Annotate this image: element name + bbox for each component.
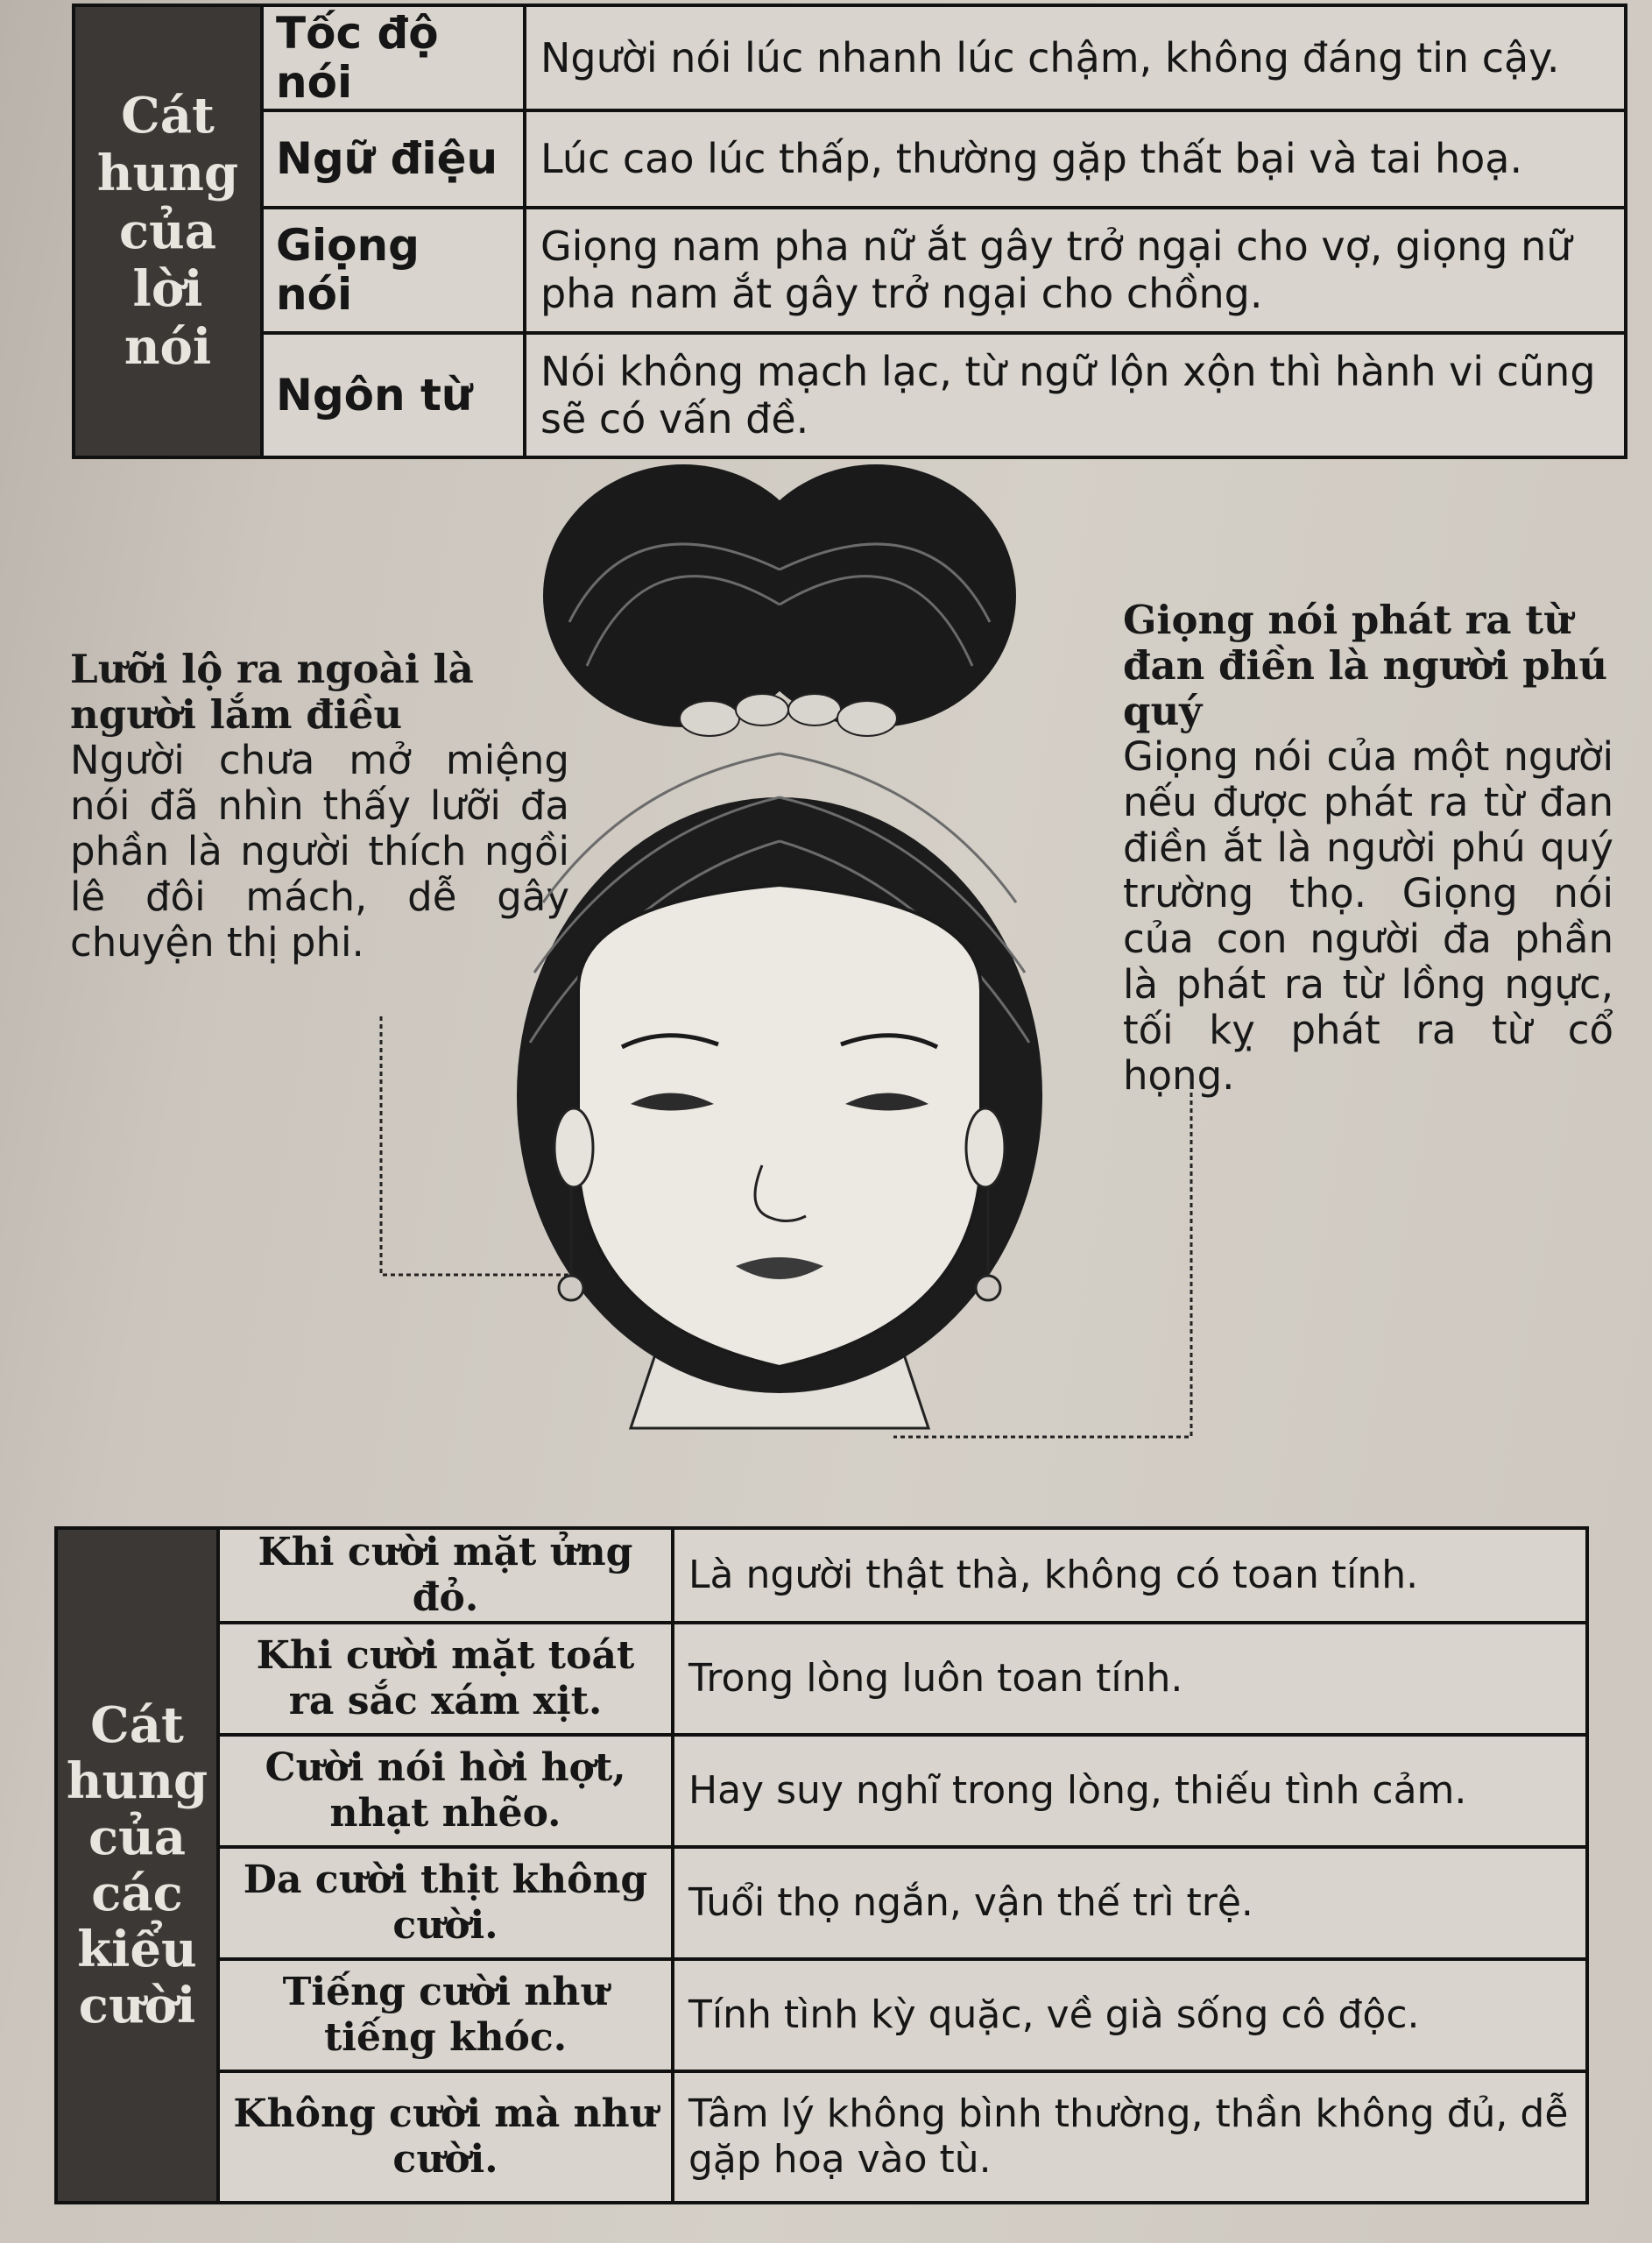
speech-description: Lúc cao lúc thấp, thường gặp thất bại và tai hoạ. (525, 110, 1626, 208)
laugh-table (54, 1526, 1589, 2204)
speech-description: Giọng nam pha nữ ắt gây trở ngại cho vợ, giọng nữ pha nam ắt gây trở ngại cho chồng. (525, 208, 1626, 332)
right-ear (966, 1108, 1005, 1187)
woman-portrait-illustration (368, 464, 1209, 1472)
speech-category: Giọng nói (262, 208, 525, 332)
speech-table-side-label: Cát hung của lời nói (74, 5, 262, 457)
speech-description: Nói không mạch lạc, từ ngữ lộn xộn thì hành vi cũng sẽ có vấn đề. (525, 333, 1626, 457)
speech-category: Tốc độ nói (262, 5, 525, 110)
laugh-description: Tính tình kỳ quặc, về già sống cô độc. (673, 1959, 1587, 2071)
laugh-description: Tâm lý không bình thường, thần không đủ, dễ gặp hoạ vào tù. (673, 2071, 1587, 2203)
laugh-category: Không cười mà như cười. (218, 2071, 673, 2203)
laugh-description: Hay suy nghĩ trong lòng, thiếu tình cảm. (673, 1735, 1587, 1847)
speech-table (72, 4, 1627, 459)
laugh-category: Tiếng cười như tiếng khóc. (218, 1959, 673, 2071)
speech-category: Ngữ điệu (262, 110, 525, 208)
laugh-category: Cười nói hời hợt, nhạt nhẽo. (218, 1735, 673, 1847)
laugh-category: Khi cười mặt toát ra sắc xám xịt. (218, 1623, 673, 1735)
laugh-table-side-label: Cát hung của các kiểu cười (56, 1528, 218, 2203)
speech-category: Ngôn từ (262, 333, 525, 457)
laugh-description: Là người thật thà, không có toan tính. (673, 1528, 1587, 1623)
left-note-heading: Lưỡi lộ ra ngoài là người lắm điều (70, 646, 474, 738)
laugh-description: Tuổi thọ ngắn, vận thế trì trệ. (673, 1847, 1587, 1959)
hair-ornament (680, 694, 897, 736)
right-note-heading: Giọng nói phát ra từ đan điền là người phú quý (1123, 597, 1608, 734)
laugh-category: Da cười thịt không cười. (218, 1847, 673, 1959)
left-note-body: Người chưa mở miệng nói đã nhìn thấy lưỡi đa phần là người thích ngồi lê đôi mách, dễ gây chuyện thị phi. (70, 737, 569, 966)
left-ear (554, 1108, 593, 1187)
right-note-body: Giọng nói của một người nếu được phát ra từ đan điền ắt là người phú quý trường thọ. Giọng nói của con người đa phần là phát ra từ lồng ngực, tối kỵ phát ra từ cổ họng. (1123, 733, 1613, 1099)
face (578, 885, 981, 1367)
laugh-category: Khi cười mặt ửng đỏ. (218, 1528, 673, 1623)
laugh-description: Trong lòng luôn toan tính. (673, 1623, 1587, 1735)
speech-description: Người nói lúc nhanh lúc chậm, không đáng tin cậy. (525, 5, 1626, 110)
